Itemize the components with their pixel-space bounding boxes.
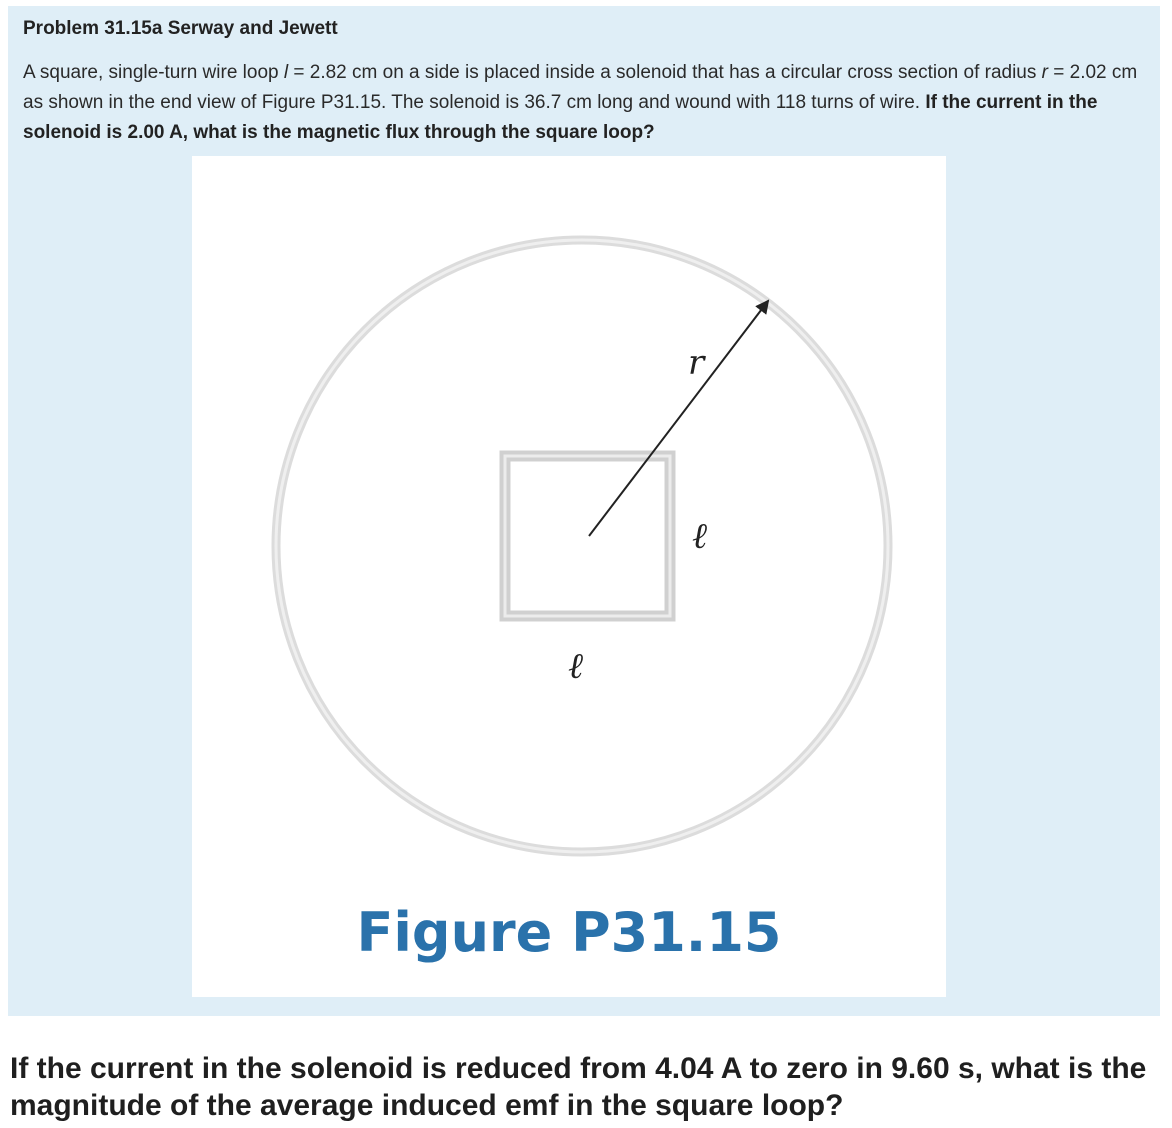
- solenoid-end-view-diagram: [192, 156, 946, 997]
- problem-question: If the current in the solenoid is 2.00 A, what is the magnetic flux through the square loop?: [23, 92, 1098, 143]
- problem-text-part2: = 2.82 cm on a side is placed inside a solenoid that has a circular cross section of radius: [288, 62, 1042, 83]
- variable-r: r: [1041, 62, 1048, 83]
- problem-title: Problem 31.15a Serway and Jewett: [23, 18, 338, 39]
- solenoid-cross-section-circle: [276, 240, 888, 852]
- radius-arrow: [589, 301, 768, 536]
- square-wire-loop: [505, 456, 670, 616]
- square-wire-loop-highlight: [505, 456, 670, 616]
- figure-caption: Figure P31.15: [356, 901, 782, 964]
- problem-text-part3: = 2.02 cm as shown in the end view of Figure P31.15. The solenoid is 36.7 cm long and wound with 118 turns of wire.: [23, 62, 1138, 113]
- followup-question: If the current in the solenoid is reduced from 4.04 A to zero in 9.60 s, what is the magnitude of the average induced emf in the square loop?: [10, 1052, 1147, 1122]
- radius-label: r: [688, 343, 705, 383]
- side-length-label-bottom: ℓ: [568, 646, 583, 687]
- problem-text-part1: A square, single-turn wire loop: [23, 62, 284, 83]
- problem-box: [8, 6, 1160, 1016]
- problem-statement: [23, 58, 1138, 148]
- figure-panel: [192, 156, 946, 997]
- side-length-label-right: ℓ: [692, 516, 707, 557]
- variable-l: l: [283, 62, 289, 83]
